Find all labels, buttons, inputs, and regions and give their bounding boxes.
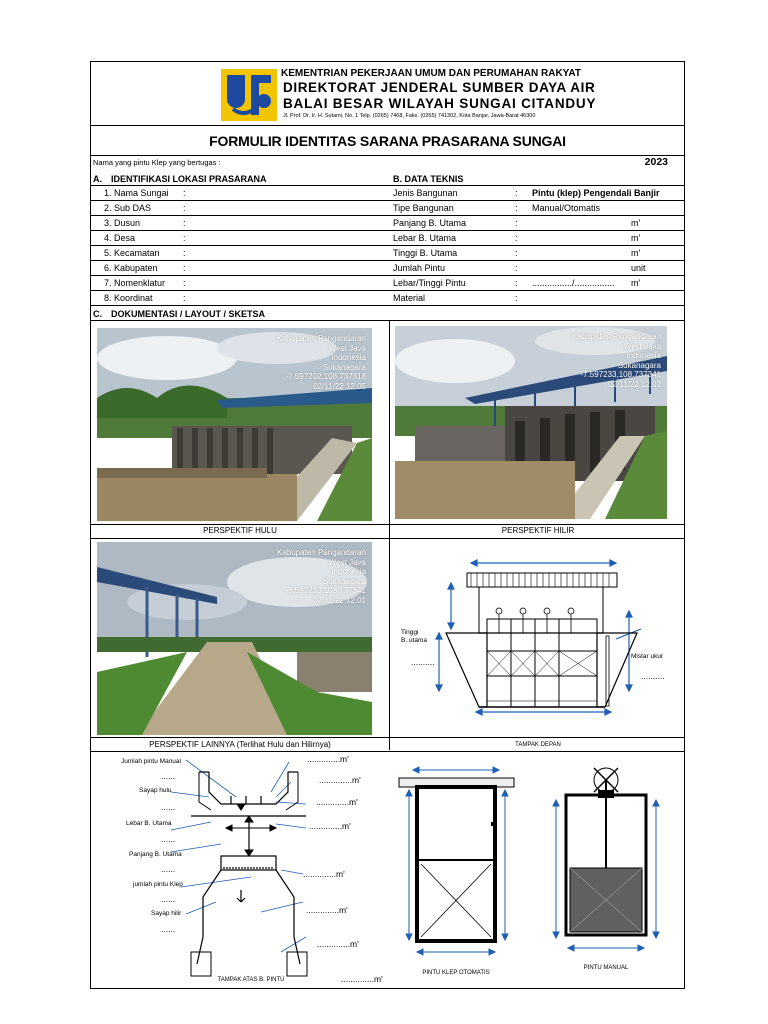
stamp-line: West Java <box>328 343 366 353</box>
measure-dots: ..............m' <box>309 821 351 831</box>
separator: : <box>515 203 518 213</box>
front-view-sketch <box>391 541 686 736</box>
technical-field-label: Panjang B. Utama <box>393 218 467 228</box>
stamp-line: Indonesia <box>331 353 366 362</box>
separator: : <box>183 233 186 243</box>
front-view-drawing-icon <box>391 541 686 736</box>
geotag-stamp <box>572 332 661 389</box>
caption-pintu-klep: PINTU KLEP OTOMATIS <box>422 970 490 976</box>
stamp-line: Indonesia <box>331 567 366 576</box>
tinggi-dots: .......... <box>411 657 435 667</box>
separator: : <box>183 248 186 258</box>
label-jumlah-pintu-klep: jumlah pintu Klep <box>133 881 183 888</box>
technical-field-label: Lebar B. Utama <box>393 233 457 243</box>
unit-label: unit <box>631 263 646 273</box>
section-a-title: IDENTIFIKASI LOKASI PRASARANA <box>111 174 267 184</box>
separator: : <box>183 188 186 198</box>
caption-lainnya: PERSPEKTIF LAINNYA (Terlihat Hulu dan Hilirnya) <box>149 740 331 749</box>
separator: : <box>183 203 186 213</box>
technical-field-value: ................/................ <box>532 278 615 288</box>
section-ab-header <box>91 172 684 186</box>
location-field-label: 4. Desa <box>104 233 136 243</box>
stamp-line: Sukanagara <box>322 362 366 372</box>
geotag-stamp <box>277 548 366 605</box>
mistar-label: Mistar ukur <box>631 653 664 660</box>
dots: ...... <box>161 771 176 781</box>
section-b-title: B. DATA TEKNIS <box>393 174 464 184</box>
technical-field-label: Jenis Bangunan <box>393 188 458 198</box>
manual-gate-drawing-icon <box>546 760 666 970</box>
measure-dots: ..............m' <box>306 905 348 915</box>
automatic-flap-gate-drawing-icon <box>391 760 521 970</box>
table-row <box>91 201 684 216</box>
ministry-name: KEMENTRIAN PEKERJAAN UMUM DAN PERUMAHAN RAKYAT <box>281 68 582 79</box>
dots: ...... <box>161 894 176 904</box>
label-sayap-hulu: Sayap hulu <box>139 787 172 794</box>
tinggi-label: Tinggi <box>401 629 419 636</box>
dots: ...... <box>161 834 176 844</box>
caption-hulu: PERSPEKTIF HULU <box>203 526 277 535</box>
section-c-header <box>91 307 684 321</box>
grid-divider <box>91 524 684 525</box>
measure-dots: ..............m' <box>317 939 359 949</box>
unit-label: m' <box>631 218 641 228</box>
balai-name: BALAI BESAR WILAYAH SUNGAI CITANDUY <box>283 96 597 111</box>
separator: : <box>183 263 186 273</box>
grid-divider <box>91 538 684 539</box>
separator: : <box>515 278 518 288</box>
label-lebar-b-utama: Lebar B. Utama <box>126 820 172 827</box>
table-row <box>91 291 684 306</box>
location-field-label: 7. Nomenklatur <box>104 278 166 288</box>
form-frame <box>90 61 685 989</box>
pupr-logo-icon <box>221 69 277 121</box>
stamp-line: Kabupaten Pangandaran <box>277 548 366 557</box>
label-sayap-hilir: Sayap hilir <box>151 910 182 917</box>
separator: : <box>515 263 518 273</box>
measure-dots: ..............m' <box>316 797 358 807</box>
grid-divider <box>91 737 684 738</box>
office-address: Jl. Prof. Dr. Ir. H. Sutami, No. 1 Telp. (0265) 7468, Faks. (0265) 741302, Kota Banjar, Jawa-Barat 46300 <box>283 113 536 119</box>
top-view-drawing-icon <box>91 752 391 988</box>
separator: : <box>515 218 518 228</box>
dots: ...... <box>161 802 176 812</box>
tinggi-label-2: B. utama <box>401 637 428 644</box>
letterhead <box>91 62 684 126</box>
location-field-label: 1. Nama Sungai <box>104 188 169 198</box>
section-c-title: DOKUMENTASI / LAYOUT / SKETSA <box>111 309 266 319</box>
stamp-line: -7.597233,108.737341 <box>580 370 661 379</box>
grid-divider <box>389 321 390 750</box>
directorate-name: DIREKTORAT JENDERAL SUMBER DAYA AIR <box>283 80 596 95</box>
label-jumlah-pintu-manual: Jumlah pintu Manual <box>121 758 181 765</box>
technical-field-label: Jumlah Pintu <box>393 263 446 273</box>
stamp-line: Indonesia <box>626 351 661 360</box>
unit-label: m' <box>631 278 641 288</box>
photo-hilir <box>395 326 667 519</box>
stamp-line: 02/11/22 12.05 <box>313 381 366 391</box>
stamp-line: Kabupaten Pangandaran <box>277 334 366 343</box>
location-field-label: 8. Koordinat <box>104 293 153 303</box>
photo-lainnya <box>97 542 372 735</box>
stamp-line: 02/11/22 12.02 <box>608 379 661 389</box>
bottom-sketches <box>91 752 686 988</box>
caption-pintu-manual: PINTU MANUAL <box>583 965 629 971</box>
location-field-label: 3. Dusun <box>104 218 141 228</box>
separator: : <box>515 188 518 198</box>
stamp-line: Sukanagara <box>322 576 366 586</box>
technical-field-value: Manual/Otomatis <box>532 203 601 213</box>
table-row <box>91 276 684 291</box>
location-field-label: 5. Kecamatan <box>104 248 160 258</box>
table-row <box>91 246 684 261</box>
mistar-dots: .......... <box>641 671 665 681</box>
caption-tampak-depan: TAMPAK DEPAN <box>515 742 561 748</box>
separator: : <box>183 218 186 228</box>
table-row <box>91 231 684 246</box>
unit-label: m' <box>631 248 641 258</box>
technical-field-label: Lebar/Tinggi Pintu <box>393 278 466 288</box>
section-c-letter: C. <box>93 309 102 319</box>
year: 2023 <box>644 156 668 168</box>
stamp-line: 02/11/22 12.01 <box>313 595 366 605</box>
technical-field-label: Tinggi B. Utama <box>393 248 458 258</box>
measure-dots: ..............m' <box>307 754 349 764</box>
measure-dots: ..............m' <box>341 974 383 984</box>
table-row <box>91 216 684 231</box>
location-field-label: 6. Kabupaten <box>104 263 158 273</box>
technical-field-value: Pintu (klep) Pengendali Banjir <box>532 188 660 198</box>
separator: : <box>183 293 186 303</box>
technical-field-label: Material <box>393 293 426 303</box>
separator: : <box>183 278 186 288</box>
caption-tampak-atas: TAMPAK ATAS B. PINTU <box>217 977 285 983</box>
table-row <box>91 261 684 276</box>
stamp-line: Sukanagara <box>617 360 661 370</box>
section-a-letter: A. <box>93 174 102 184</box>
stamp-line: West Java <box>623 341 661 351</box>
label-panjang-b-utama: Panjang B. Utama <box>129 851 182 858</box>
measure-dots: ..............m' <box>319 775 361 785</box>
stamp-line: West Java <box>328 557 366 567</box>
geotag-stamp <box>277 334 366 391</box>
unit-label: m' <box>631 233 641 243</box>
separator: : <box>515 293 518 303</box>
photo-hulu <box>97 328 372 521</box>
form-title: FORMULIR IDENTITAS SARANA PRASARANA SUNGAI <box>91 126 684 156</box>
separator: : <box>515 233 518 243</box>
measure-dots: ..............m' <box>303 869 345 879</box>
stamp-line: -7.597202,108.737318 <box>285 372 366 381</box>
caption-hilir: PERSPEKTIF HILIR <box>501 526 575 535</box>
separator: : <box>515 248 518 258</box>
location-field-label: 2. Sub DAS <box>104 203 152 213</box>
table-row <box>91 186 684 201</box>
stamp-line: Kabupaten Pangandaran <box>572 332 661 341</box>
stamp-line: -7.597233,108.737341 <box>285 586 366 595</box>
technical-field-label: Tipe Bangunan <box>393 203 454 213</box>
dots: ...... <box>161 864 176 874</box>
dots: ...... <box>161 924 176 934</box>
documentation-grid <box>91 321 684 749</box>
intro-text: Nama yang pintu Klep yang bertugas : <box>93 158 221 167</box>
